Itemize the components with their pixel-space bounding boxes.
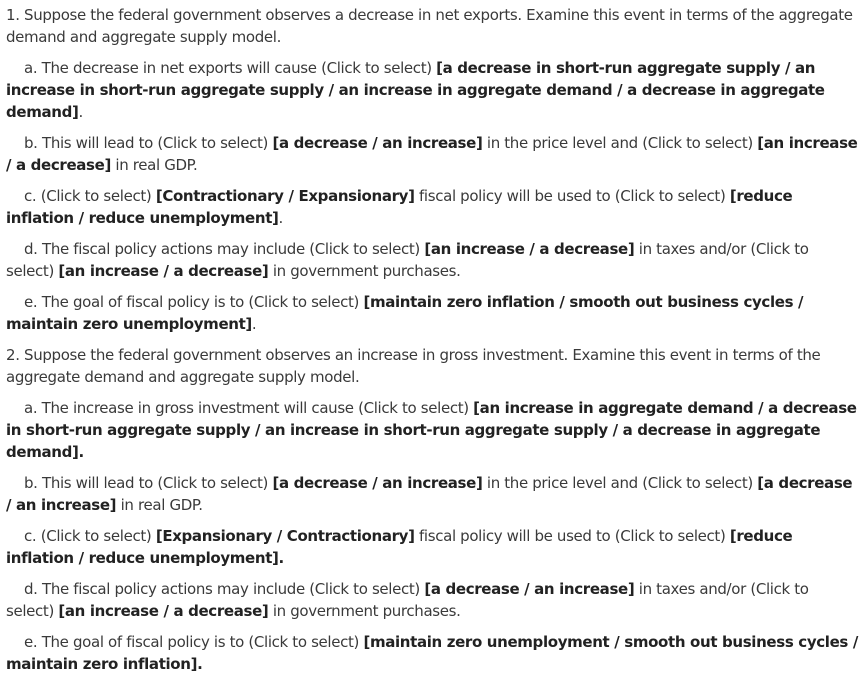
answer-options[interactable]: [Contractionary / Expansionary] <box>155 187 415 205</box>
question-text: in real GDP. <box>116 496 203 514</box>
question-2-prompt: 2. Suppose the federal government observes an increase in gross investment. Examine this event in terms of the aggregate demand and aggregate supply model. <box>6 346 821 386</box>
question-2-part-d <box>6 578 859 622</box>
answer-options[interactable]: [an increase in aggregate demand / a decrease in short-run aggregate supply / an increase in short-run aggregate supply / a decrease in aggregate demand]. <box>6 399 857 461</box>
question-text: in taxes and/or <box>634 580 751 598</box>
question-text: c. <box>24 527 41 545</box>
question-text: in taxes and/or <box>634 240 751 258</box>
click-to-select-dropdown[interactable]: (Click to select) <box>40 187 156 205</box>
question-text: c. <box>24 187 41 205</box>
question-text: . <box>278 209 283 227</box>
answer-options[interactable]: [reduce inflation / reduce unemployment] <box>6 187 793 227</box>
question-text: in government purchases. <box>268 262 461 280</box>
question-text: in government purchases. <box>268 602 461 620</box>
click-to-select-dropdown[interactable]: (Click to select) <box>248 293 364 311</box>
question-text: e. The goal of fiscal policy is to <box>24 293 249 311</box>
click-to-select-dropdown[interactable]: (Click to select) <box>6 240 809 280</box>
question-2-part-a <box>6 397 859 463</box>
click-to-select-dropdown[interactable]: (Click to select) <box>321 59 437 77</box>
answer-options[interactable]: [an increase / a decrease] <box>58 262 269 280</box>
click-to-select-dropdown[interactable]: (Click to select) <box>614 527 730 545</box>
question-text: d. The fiscal policy actions may include <box>24 240 310 258</box>
question-text: d. The fiscal policy actions may include <box>24 580 310 598</box>
question-1-part-c <box>6 185 859 229</box>
question-text: in the price level and <box>482 474 643 492</box>
question-2-part-e <box>6 631 859 675</box>
question-text: b. This will lead to <box>24 474 158 492</box>
answer-options[interactable]: [a decrease / an increase] <box>272 134 483 152</box>
answer-options[interactable]: [maintain zero unemployment / smooth out business cycles / maintain zero inflation]. <box>6 633 858 673</box>
question-text: fiscal policy will be used to <box>414 527 615 545</box>
question-text: . <box>78 103 83 121</box>
answer-options[interactable]: [an increase / a decrease] <box>6 134 858 174</box>
question-text: a. The decrease in net exports will cause <box>24 59 322 77</box>
question-text: fiscal policy will be used to <box>414 187 615 205</box>
question-2-part-c <box>6 525 859 569</box>
click-to-select-dropdown[interactable]: (Click to select) <box>309 580 425 598</box>
click-to-select-dropdown[interactable]: (Click to select) <box>358 399 474 417</box>
answer-options[interactable]: [Expansionary / Contractionary] <box>155 527 415 545</box>
question-text: in the price level and <box>482 134 643 152</box>
click-to-select-dropdown[interactable]: (Click to select) <box>614 187 730 205</box>
click-to-select-dropdown[interactable]: (Click to select) <box>642 134 758 152</box>
answer-options[interactable]: [maintain zero inflation / smooth out business cycles / maintain zero unemployment] <box>6 293 804 333</box>
click-to-select-dropdown[interactable]: (Click to select) <box>157 474 273 492</box>
click-to-select-dropdown[interactable]: (Click to select) <box>157 134 273 152</box>
click-to-select-dropdown[interactable]: (Click to select) <box>6 580 809 620</box>
question-1-part-e <box>6 291 859 335</box>
answer-options[interactable]: [an increase / a decrease] <box>58 602 269 620</box>
answer-options[interactable]: [reduce inflation / reduce unemployment]. <box>6 527 793 567</box>
question-text: b. This will lead to <box>24 134 158 152</box>
question-text: . <box>251 315 257 333</box>
question-text: e. The goal of fiscal policy is to <box>24 633 249 651</box>
click-to-select-dropdown[interactable]: (Click to select) <box>40 527 156 545</box>
answer-options[interactable]: [an increase / a decrease] <box>424 240 635 258</box>
answer-options[interactable]: [a decrease / an increase] <box>272 474 483 492</box>
question-1-part-a <box>6 57 859 123</box>
question-2-part-b <box>6 472 859 516</box>
click-to-select-dropdown[interactable]: (Click to select) <box>309 240 425 258</box>
answer-options[interactable]: [a decrease in short-run aggregate supply / an increase in short-run aggregate supply / an increase in aggregate demand / a decrease in aggregate demand] <box>6 59 825 121</box>
question-1-part-d <box>6 238 859 282</box>
question-1-part-b <box>6 132 859 176</box>
click-to-select-dropdown[interactable]: (Click to select) <box>248 633 364 651</box>
question-text: a. The increase in gross investment will cause <box>24 399 359 417</box>
answer-options[interactable]: [a decrease / an increase] <box>6 474 853 514</box>
question-text: in real GDP. <box>110 156 198 174</box>
answer-options[interactable]: [a decrease / an increase] <box>424 580 635 598</box>
question-1-prompt: 1. Suppose the federal government observes a decrease in net exports. Examine this event in terms of the aggregate demand and aggregate supply model. <box>6 6 853 46</box>
click-to-select-dropdown[interactable]: (Click to select) <box>642 474 758 492</box>
